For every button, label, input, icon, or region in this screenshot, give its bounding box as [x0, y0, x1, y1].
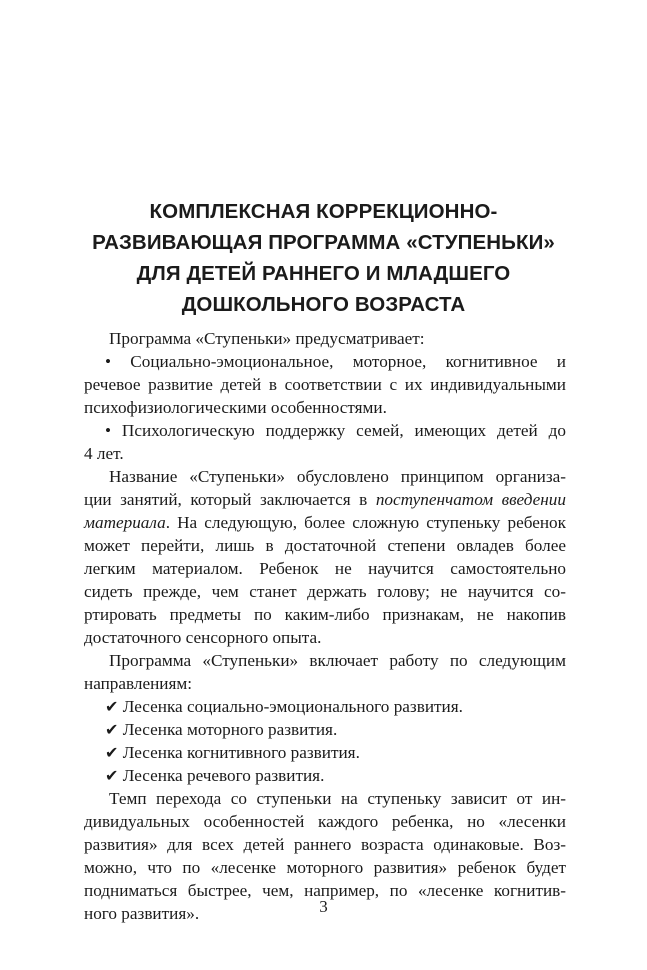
text-run: ции занятий, который заключается в — [84, 490, 376, 509]
checklist-item — [84, 719, 566, 742]
checklist-label: Лесенка моторного развития. — [122, 720, 338, 739]
intro-line: Программа «Ступеньки» предусматривает: — [109, 329, 425, 348]
paragraph-line: направлениям: — [84, 674, 193, 693]
checklist-label: Лесенка речевого развития. — [122, 766, 325, 785]
paragraph-line: легким материалом. Ребенок не научится самостоятельно — [84, 559, 566, 578]
paragraph-line: Темп перехода со ступеньки на ступеньку зависит от ин- — [109, 789, 566, 808]
paragraph-line: Название «Ступеньки» обусловлено принципом организа- — [109, 467, 566, 486]
paragraph-line: подниматься быстрее, чем, например, по «лесенке когнитив- — [84, 881, 566, 900]
chapter-heading — [60, 196, 587, 320]
paragraph-line: ного развития». — [84, 904, 200, 923]
checkmark-icon: ✔ — [105, 720, 119, 739]
bullet-line: • Социально-эмоциональное, моторное, когнитивное и — [105, 352, 566, 371]
paragraph-line — [84, 512, 566, 535]
heading-line: ДЛЯ ДЕТЕЙ РАННЕГО И МЛАДШЕГО — [136, 262, 511, 285]
checklist-item — [84, 742, 566, 765]
heading-line: ДОШКОЛЬНОГО ВОЗРАСТА — [181, 293, 466, 316]
text-run: . На следующую, более сложную ступеньку ребенок — [165, 513, 566, 532]
checklist-item — [84, 696, 566, 719]
paragraph-line: может перейти, лишь в достаточной степени овладев более — [84, 536, 566, 555]
paragraph-line — [84, 489, 566, 512]
italic-run: материала — [84, 513, 166, 532]
checklist-label: Лесенка когнитивного развития. — [122, 743, 360, 762]
paragraph-line: развития» для всех детей раннего возраста одинаковые. Воз- — [84, 835, 566, 854]
paragraph-line: ртировать предметы по каким-либо признакам, не накопив — [84, 605, 566, 624]
heading-line: КОМПЛЕКСНАЯ КОРРЕКЦИОННО- — [149, 200, 498, 223]
italic-run: поступенчатом введении — [375, 490, 566, 509]
checklist-label: Лесенка социально-эмоционального развития. — [122, 697, 463, 716]
bullet-line: • Психологическую поддержку семей, имеющих детей до — [105, 421, 566, 440]
bullet-line: 4 лет. — [84, 444, 124, 463]
heading-line: РАЗВИВАЮЩАЯ ПРОГРАММА «СТУПЕНЬКИ» — [92, 231, 555, 254]
bullet-line: психофизиологическими особенностями. — [84, 398, 387, 417]
paragraph-line: Программа «Ступеньки» включает работу по следующим — [109, 651, 566, 670]
paragraph-line: сидеть прежде, чем станет держать голову; не научится со- — [84, 582, 566, 601]
page-number: 3 — [319, 897, 328, 916]
checkmark-icon: ✔ — [105, 697, 119, 716]
checklist-item — [84, 765, 566, 788]
bullet-line: речевое развитие детей в соответствии с их индивидуальными — [84, 375, 566, 394]
paragraph-line: достаточного сенсорного опыта. — [84, 628, 322, 647]
paragraph-line: можно, что по «лесенке моторного развития» ребенок будет — [84, 858, 566, 877]
checkmark-icon: ✔ — [105, 743, 119, 762]
paragraph-line: дивидуальных особенностей каждого ребенка, но «лесенки — [84, 812, 566, 831]
checkmark-icon: ✔ — [105, 766, 119, 785]
